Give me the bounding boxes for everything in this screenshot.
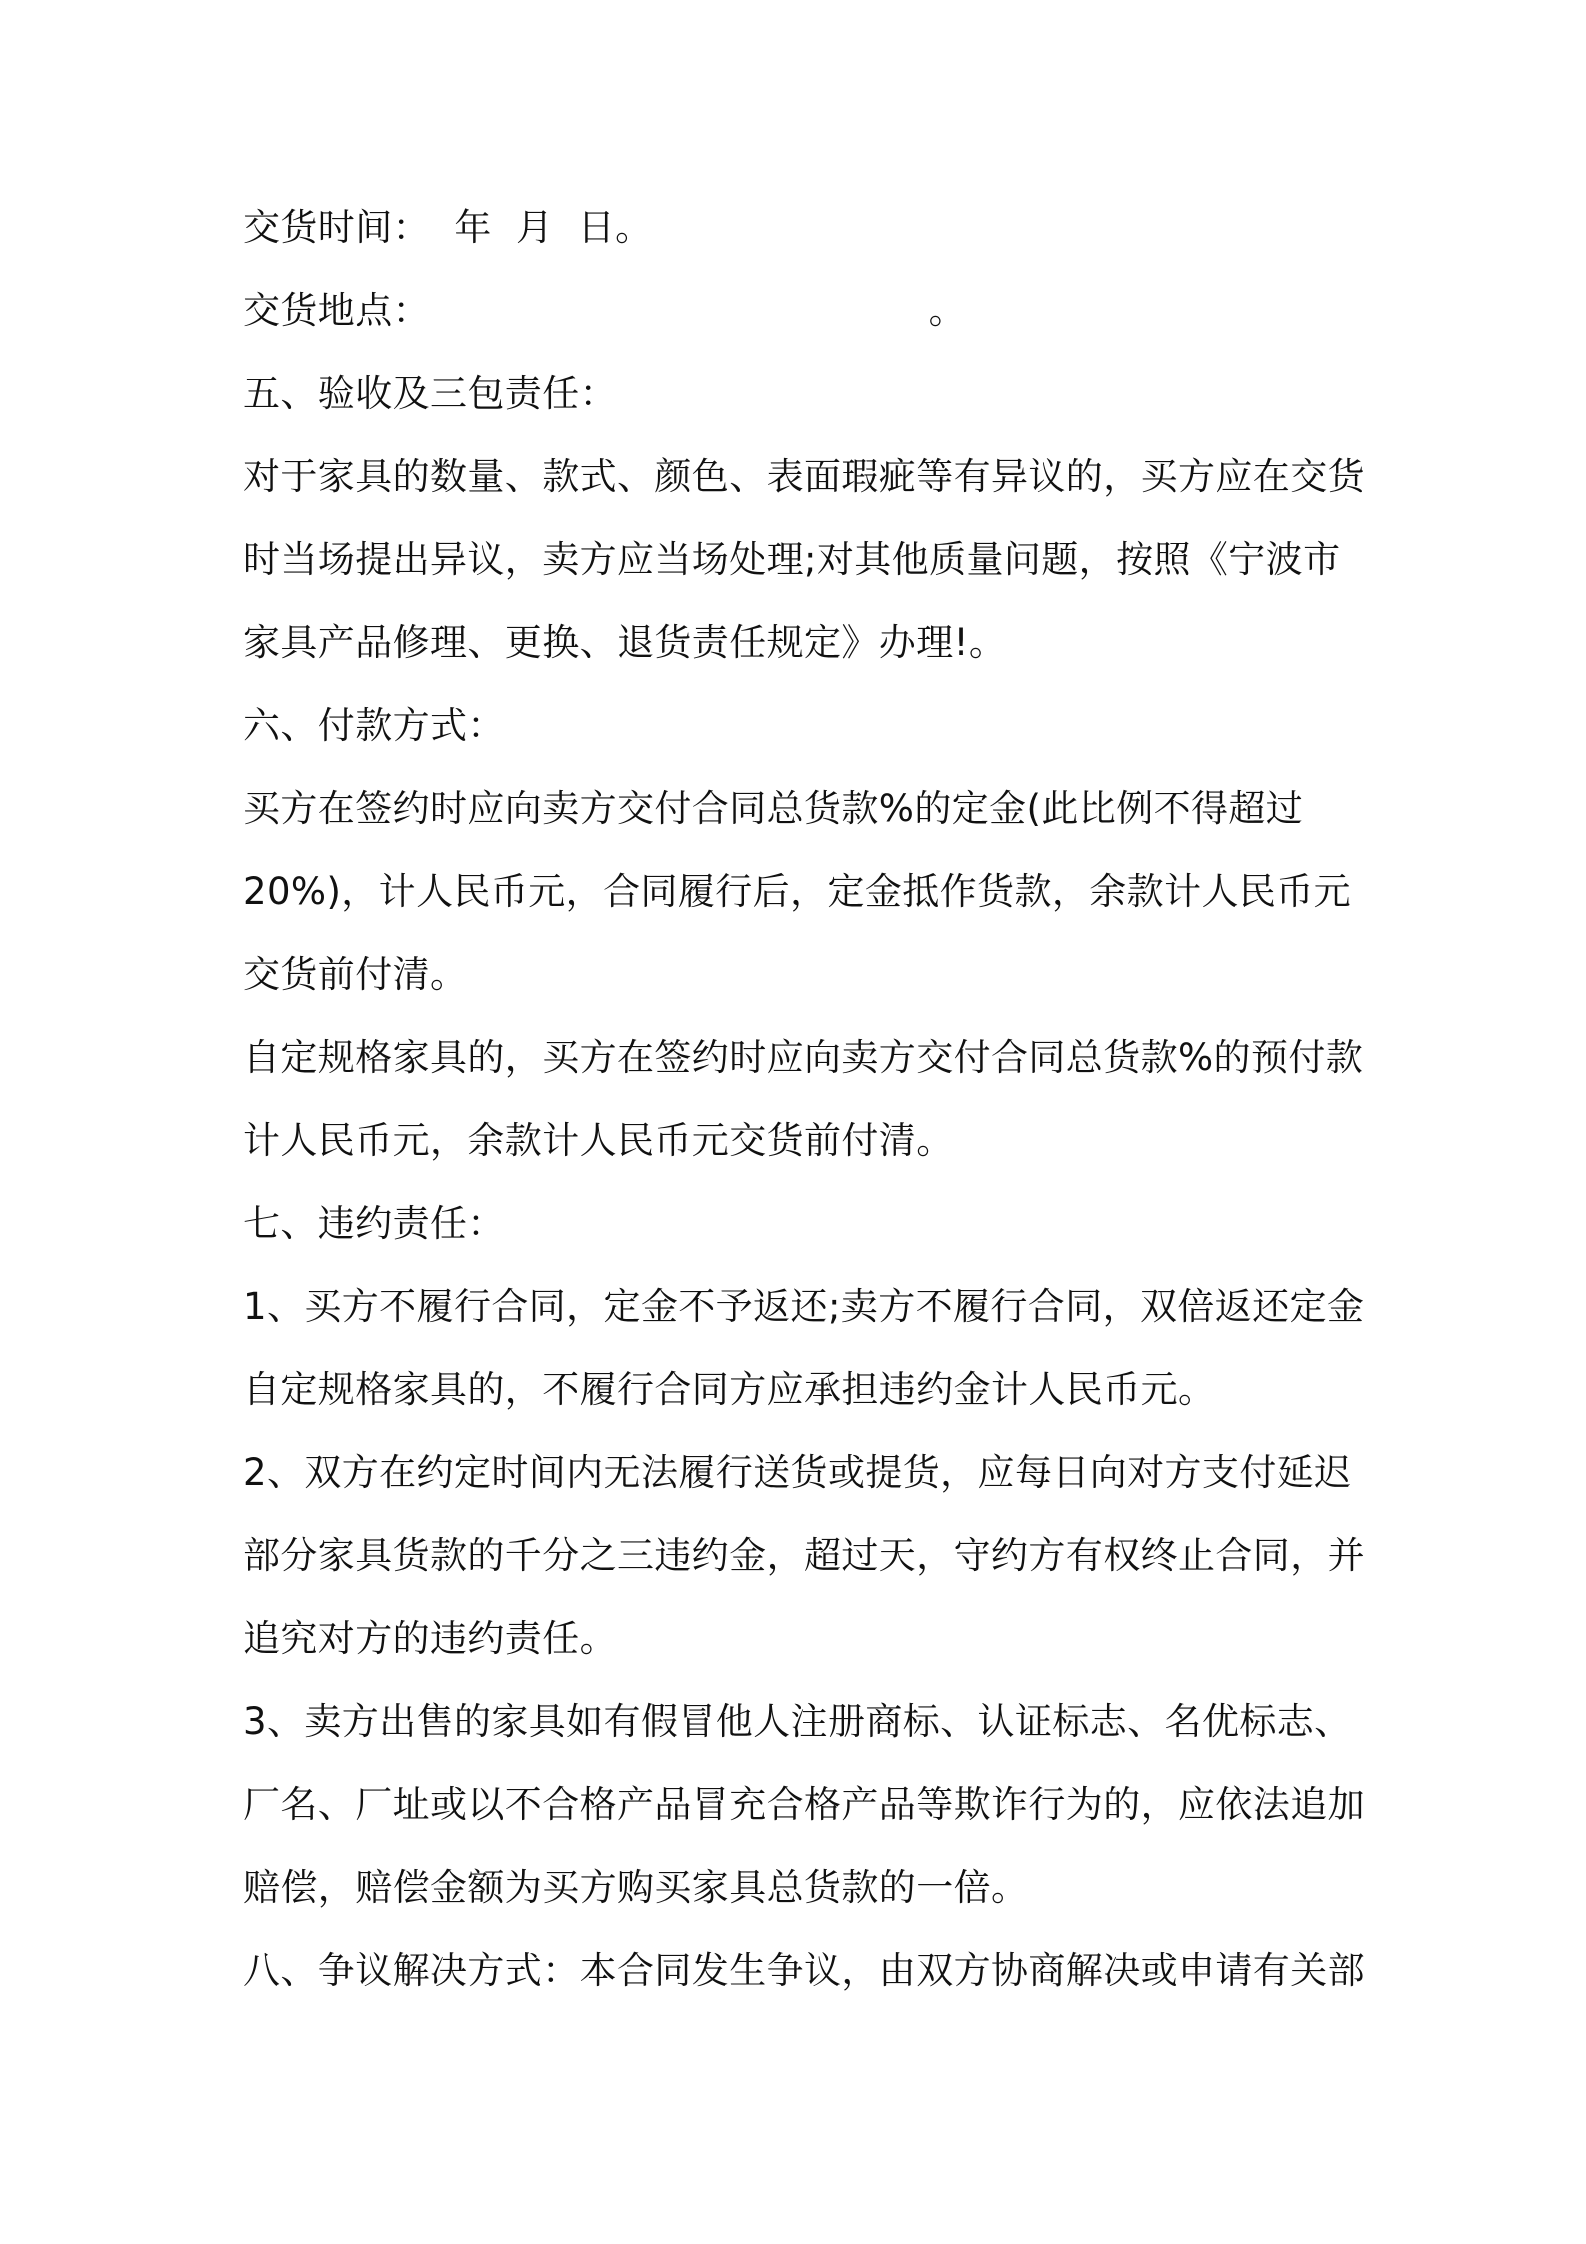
section5-text-line: 时当场提出异议，卖方应当场处理;对其他质量问题，按照《宁波市 [243, 538, 1341, 581]
section7-item1-line: 1、买方不履行合同，定金不予返还;卖方不履行合同，双倍返还定金 [243, 1285, 1365, 1328]
delivery-place-line: 交货地点： 。 [243, 289, 967, 332]
section7-item3-line: 3、卖方出售的家具如有假冒他人注册商标、认证标志、名优标志、 [243, 1700, 1352, 1743]
section7-item2-line: 追究对方的违约责任。 [243, 1617, 617, 1660]
section6-text-line: 计人民币元，余款计人民币元交货前付清。 [243, 1119, 954, 1162]
section7-item3-line: 赔偿，赔偿金额为买方购买家具总货款的一倍。 [243, 1866, 1029, 1909]
delivery-time-line: 交货时间： 年 月 日。 [243, 206, 653, 249]
section7-item1-line: 自定规格家具的，不履行合同方应承担违约金计人民币元。 [243, 1368, 1216, 1411]
section6-text-line: 20%)，计人民币元，合同履行后，定金抵作货款，余款计人民币元 [243, 870, 1352, 913]
section7-item2-line: 2、双方在约定时间内无法履行送货或提货，应每日向对方支付延迟 [243, 1451, 1352, 1494]
section7-heading: 七、违约责任： [243, 1202, 505, 1245]
section7-item3-line: 厂名、厂址或以不合格产品冒充合格产品等欺诈行为的，应依法追加 [243, 1783, 1365, 1826]
section6-text-line: 买方在签约时应向卖方交付合同总货款%的定金(此比例不得超过 [243, 787, 1304, 830]
section8-text-line: 八、争议解决方式：本合同发生争议，由双方协商解决或申请有关部 [243, 1949, 1365, 1992]
section5-text-line: 对于家具的数量、款式、颜色、表面瑕疵等有异议的，买方应在交货 [243, 455, 1365, 498]
section7-item2-line: 部分家具货款的千分之三违约金，超过天，守约方有权终止合同，并 [243, 1534, 1365, 1577]
section6-text-line: 交货前付清。 [243, 953, 468, 996]
section6-heading: 六、付款方式： [243, 704, 505, 747]
section5-heading: 五、验收及三包责任： [243, 372, 617, 415]
section6-text-line: 自定规格家具的，买方在签约时应向卖方交付合同总货款%的预付款 [243, 1036, 1364, 1079]
section5-text-line: 家具产品修理、更换、退货责任规定》办理!。 [243, 621, 1007, 664]
